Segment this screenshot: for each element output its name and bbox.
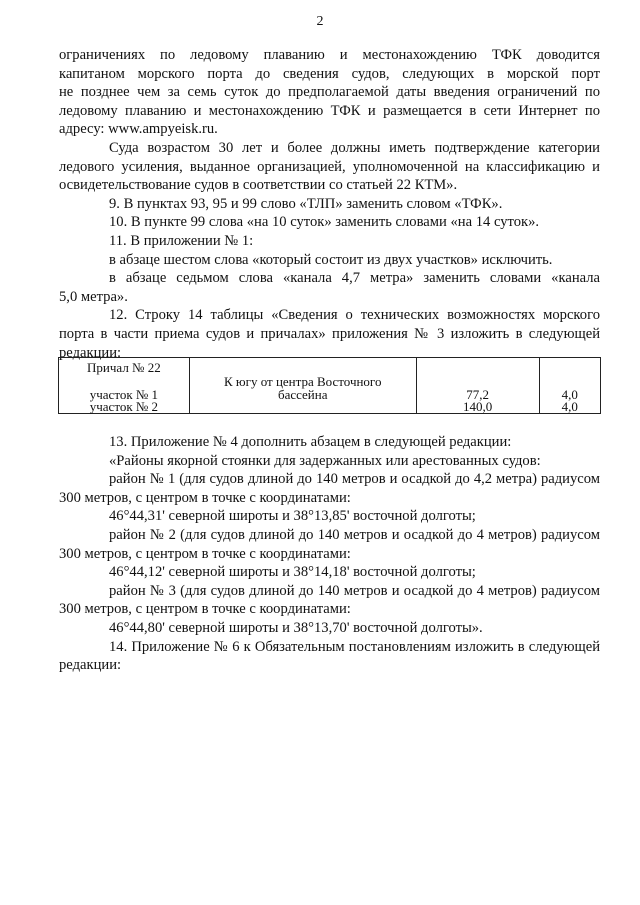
location-line-2: бассейна (277, 387, 328, 402)
text-line: 10. В пункте 99 слова «на 10 суток» заменить словами «на 14 суток». (109, 214, 540, 231)
text-line: освидетельствование судов в соответствии со статьей 22 КТМ». (59, 177, 458, 194)
text-line: 12. Строку 14 таблицы «Сведения о технических возможностях морского (109, 307, 600, 324)
table-row (59, 358, 601, 414)
text-line: «Районы якорной стоянки для задержанных или арестованных судов: (109, 452, 541, 469)
table-cell-length (416, 358, 539, 414)
text-line: 300 метров, с центром в точке с координатами: (59, 489, 351, 506)
text-line: район № 1 (для судов длиной до 140 метров и осадкой до 4,2 метра) радиусом (109, 471, 600, 488)
text-line: район № 2 (для судов длиной до 140 метров и осадкой до 4 метров) радиусом (109, 526, 600, 543)
text-line: редакции: (59, 657, 122, 674)
berth-table (58, 357, 601, 414)
text-line: 300 метров, с центром в точке с координатами: (59, 601, 351, 618)
text-line: капитаном морского порта до сведения судов, следующих в морской порт (59, 65, 600, 82)
text-line: 46°44,12' северной широты и 38°14,18' восточной долготы; (109, 564, 476, 581)
text-line: ледового усиления, выданное организацией, уполномоченной на классификацию и (59, 158, 600, 175)
text-block-top (59, 46, 600, 362)
length-2: 140,0 (462, 399, 493, 414)
berth-name: Причал № 22 (87, 360, 161, 375)
length-1: 77,2 (466, 387, 489, 402)
table-cell-depth (539, 358, 600, 414)
page-number: 2 (316, 14, 324, 29)
text-line: порта в части приема судов и причалах» приложения № 3 изложить в следующей (59, 325, 600, 342)
text-line: Суда возрастом 30 лет и более должны иметь подтверждение категории (109, 139, 600, 156)
depth-2: 4,0 (561, 399, 578, 414)
text-line: район № 3 (для судов длиной до 140 метров и осадкой до 4 метров) радиусом (109, 582, 600, 599)
text-line: 11. В приложении № 1: (109, 232, 254, 249)
location-line-1: К югу от центра Восточного (223, 374, 382, 389)
section-1-label: участок № 1 (89, 387, 159, 402)
text-line: 300 метров, с центром в точке с координатами: (59, 545, 351, 562)
text-line: ограничениях по ледовому плаванию и местонахождению ТФК доводится (59, 47, 600, 63)
text-line: 5,0 метра». (59, 288, 128, 305)
text-line: 46°44,80' северной широты и 38°13,70' восточной долготы». (109, 619, 483, 636)
text-line: в абзаце шестом слова «который состоит из двух участков» исключить. (109, 251, 553, 268)
text-block-bottom (59, 433, 600, 675)
text-line: не позднее чем за семь суток до предполагаемой даты введения ограничений по (59, 84, 600, 101)
text-line: 9. В пунктах 93, 95 и 99 слово «ТЛП» заменить словом «ТФК». (109, 195, 503, 212)
text-line: ледовому плаванию и местонахождению ТФК и размещается в сети Интернет по (59, 102, 600, 119)
table-cell-location (189, 358, 416, 414)
table-cell-berth (59, 358, 190, 414)
text-line: 14. Приложение № 6 к Обязательным постановлениям изложить в следующей (109, 638, 600, 655)
text-line: в абзаце седьмом слова «канала 4,7 метра» заменить словами «канала (109, 270, 600, 287)
section-2-label: участок № 2 (89, 399, 159, 414)
depth-1: 4,0 (561, 387, 578, 402)
text-line: редакции: (59, 344, 122, 361)
text-line: 46°44,31' северной широты и 38°13,85' восточной долготы; (109, 508, 476, 525)
text-line: 13. Приложение № 4 дополнить абзацем в следующей редакции: (109, 434, 512, 450)
text-line: адресу: www.ampyeisk.ru. (59, 121, 218, 138)
